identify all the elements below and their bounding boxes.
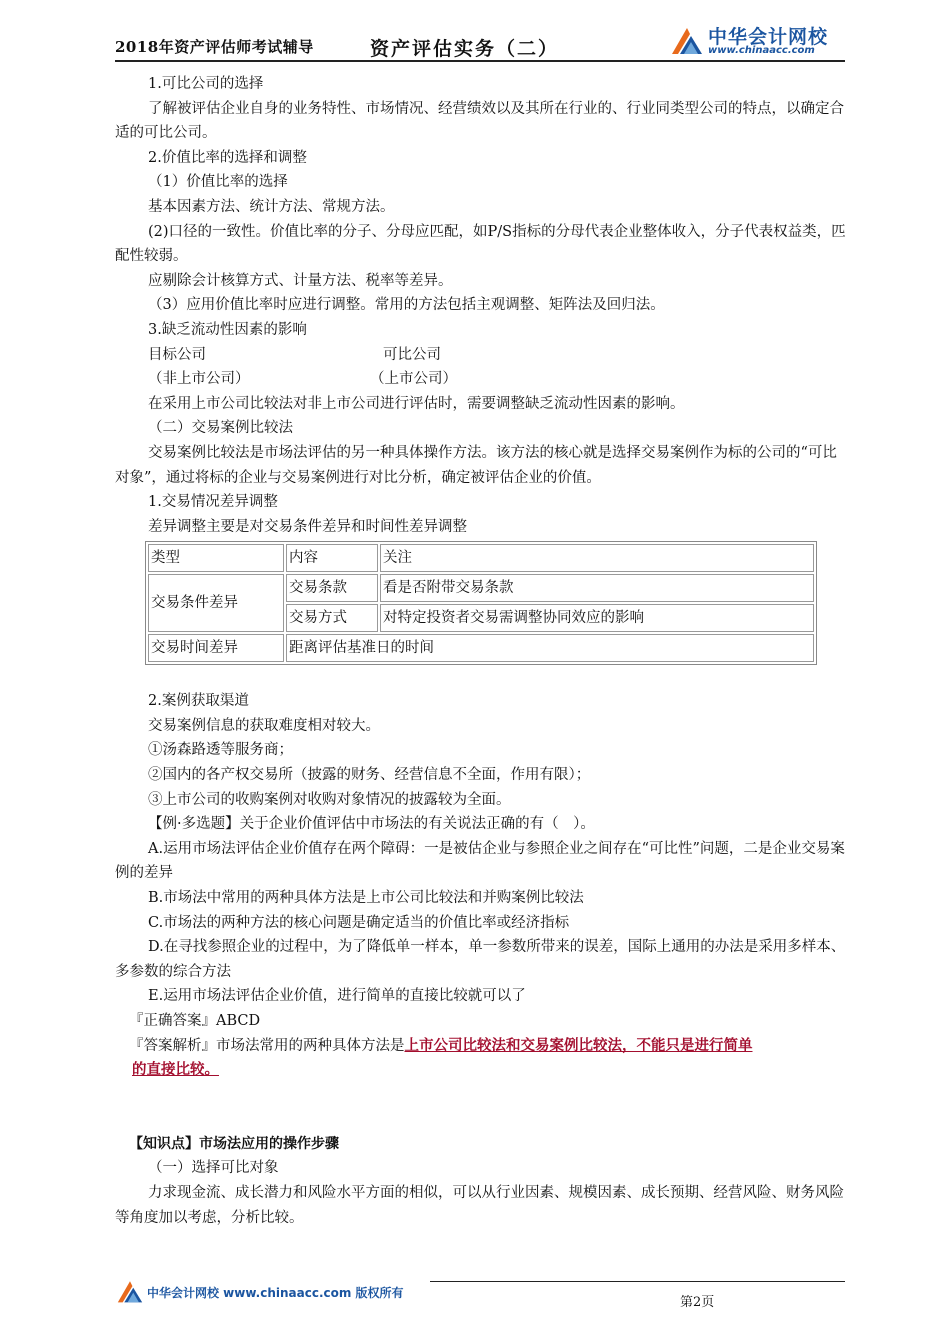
table-cell: 交易方式 bbox=[286, 604, 378, 632]
paragraph: （3）应用价值比率时应进行调整。常用的方法包括主观调整、矩阵法及回归法。 bbox=[148, 297, 665, 314]
paragraph: 了解被评估企业自身的业务特性、市场情况、经营绩效以及其所在行业的、行业同类型公司的特点，以确定合适的可比公司。 bbox=[115, 100, 844, 142]
paragraph: 交易案例比较法是市场法评估的另一种具体操作方法。该方法的核心就是选择交易案例作为标的公司的“可比对象”，通过将标的企业与交易案例进行对比分析，确定被评估企业的价值。 bbox=[115, 444, 837, 486]
table-cell: 交易时间差异 bbox=[148, 634, 284, 662]
target-company-sub: （非上市公司） bbox=[148, 371, 250, 388]
paragraph: 力求现金流、成长潜力和风险水平方面的相似，可以从行业因素、规模因素、成长预期、经营风险、财务风险等角度加以考虑，分析比较。 bbox=[115, 1184, 844, 1226]
page-number: 第2页 bbox=[680, 1295, 715, 1310]
heading-case-channel: 2.案例获取渠道 bbox=[148, 693, 249, 710]
table-header-cell: 关注 bbox=[380, 544, 814, 572]
header-course: 2018年资产评估师考试辅导 bbox=[115, 38, 314, 56]
table-cell: 距离评估基准日的时间 bbox=[286, 634, 814, 662]
analysis-highlight-cont: 的直接比较。 bbox=[132, 1061, 219, 1079]
footer-logo-icon bbox=[115, 1278, 145, 1304]
table-row bbox=[148, 574, 814, 602]
list-item: ③上市公司的收购案例对收购对象情况的披露较为全面。 bbox=[148, 791, 511, 808]
paragraph: 交易案例信息的获取难度相对较大。 bbox=[148, 717, 380, 734]
list-item: ①汤森路透等服务商； bbox=[148, 742, 293, 759]
option-c: C.市场法的两种方法的核心问题是确定适当的价值比率或经济指标 bbox=[148, 914, 570, 931]
table-cell: 交易条件差异 bbox=[148, 574, 284, 632]
analysis-highlight: 上市公司比较法和交易案例比较法，不能只是进行简单 bbox=[404, 1036, 753, 1054]
difference-table bbox=[145, 541, 817, 665]
comparable-company: 可比公司 bbox=[383, 346, 441, 363]
paragraph: 差异调整主要是对交易条件差异和时间性差异调整 bbox=[148, 518, 467, 535]
logo-name: 中华会计网校 bbox=[708, 26, 829, 48]
correct-answer: 『正确答案』ABCD bbox=[129, 1013, 261, 1029]
paragraph: (2)口径的一致性。价值比率的分子、分母应匹配，如P/S指标的分母代表企业整体收入，分子代表权益类，匹配性较弱。 bbox=[115, 223, 846, 265]
option-b: B.市场法中常用的两种具体方法是上市公司比较法和并购案例比较法 bbox=[148, 890, 584, 907]
paragraph: 应剔除会计核算方式、计量方法、税率等差异。 bbox=[148, 272, 453, 289]
question: 【例·多选题】关于企业价值评估中市场法的有关说法正确的有（ ）。 bbox=[148, 816, 595, 833]
table-header-cell: 内容 bbox=[286, 544, 378, 572]
document-body bbox=[115, 72, 850, 1230]
analysis-prefix: 『答案解析』市场法常用的两种具体方法是 bbox=[129, 1037, 405, 1054]
list-item: ②国内的各产权交易所（披露的财务、经营信息不全面，作用有限）； bbox=[148, 767, 591, 784]
heading-value-ratio: 2.价值比率的选择和调整 bbox=[148, 149, 307, 166]
logo-url: www.chinaacc.com bbox=[708, 45, 815, 56]
company-row bbox=[115, 343, 850, 368]
table-header-row bbox=[148, 544, 814, 572]
heading-transaction-diff: 1.交易情况差异调整 bbox=[148, 494, 278, 511]
footer-copyright: 中华会计网校 www.chinaacc.com 版权所有 bbox=[147, 1286, 404, 1300]
logo bbox=[670, 22, 845, 58]
comparable-company-sub: （上市公司） bbox=[370, 371, 457, 388]
option-a: A.运用市场法评估企业价值存在两个障碍：一是被估企业与参照企业之间存在“可比性”问题，二是企业交易案例的差异 bbox=[115, 840, 845, 882]
table-header-cell: 类型 bbox=[148, 544, 284, 572]
subheading: （1）价值比率的选择 bbox=[148, 174, 288, 191]
header-title: 资产评估实务（二） bbox=[370, 38, 560, 60]
table-cell: 对特定投资者交易需调整协同效应的影响 bbox=[380, 604, 814, 632]
table-cell: 看是否附带交易条款 bbox=[380, 574, 814, 602]
page-header bbox=[115, 22, 845, 62]
logo-mark-icon bbox=[670, 24, 704, 56]
knowledge-point-title: 【知识点】市场法应用的操作步骤 bbox=[129, 1135, 339, 1152]
heading-liquidity: 3.缺乏流动性因素的影响 bbox=[148, 321, 307, 338]
paragraph: 在采用上市公司比较法对非上市公司进行评估时，需要调整缺乏流动性因素的影响。 bbox=[148, 395, 685, 412]
option-d: D.在寻找参照企业的过程中，为了降低单一样本，单一参数所带来的误差，国际上通用的办法是采用多样本、多参数的综合方法 bbox=[115, 939, 846, 980]
option-e: E.运用市场法评估企业价值，进行简单的直接比较就可以了 bbox=[148, 988, 526, 1005]
table-row bbox=[148, 634, 814, 662]
table-cell: 交易条款 bbox=[286, 574, 378, 602]
heading-comparable-company: 1.可比公司的选择 bbox=[148, 76, 264, 92]
target-company: 目标公司 bbox=[148, 346, 206, 363]
page-footer bbox=[115, 1278, 845, 1318]
paragraph: 基本因素方法、统计方法、常规方法。 bbox=[148, 198, 395, 215]
company-sub-row bbox=[115, 367, 850, 392]
subheading: （一）选择可比对象 bbox=[148, 1160, 279, 1177]
heading-transaction-case: （二）交易案例比较法 bbox=[148, 420, 293, 437]
answer-analysis bbox=[115, 1034, 850, 1059]
footer-rule bbox=[430, 1281, 845, 1282]
